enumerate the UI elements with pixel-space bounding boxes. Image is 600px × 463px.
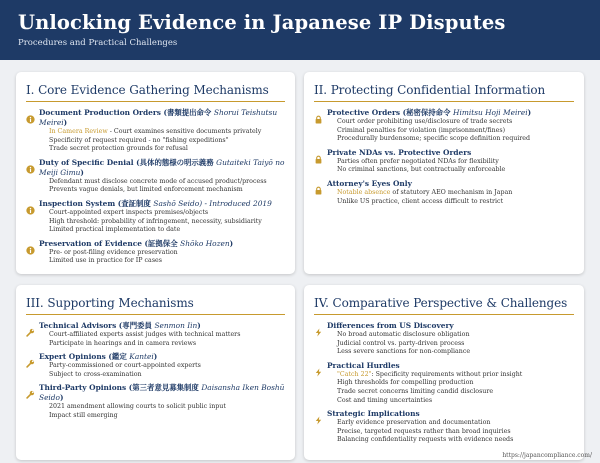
list-item	[314, 108, 574, 144]
item-title-romaji: Senmon Iin	[154, 321, 198, 330]
detail-text: Participate in hearings and in camera reviews	[49, 339, 197, 347]
card-core-evidence	[16, 72, 295, 274]
item-detail	[39, 249, 285, 258]
detail-text: Trade secret concerns limiting candid disclosure	[337, 387, 494, 395]
list-item	[314, 321, 574, 357]
item-title-tail: )	[59, 393, 64, 403]
item-detail	[327, 166, 574, 175]
item-detail	[327, 419, 574, 428]
list-item	[26, 239, 285, 266]
detail-text: Court-affiliated experts assist judges with technical matters	[49, 331, 241, 338]
lock-icon	[314, 109, 323, 118]
item-detail	[39, 226, 285, 235]
item-detail	[327, 379, 574, 388]
item-title-text: Differences from US Discovery	[327, 321, 454, 330]
bolt-icon	[314, 362, 323, 371]
detail-text: Limited practical implementation to date	[49, 226, 181, 234]
item-title-romaji: Sashō Seido	[153, 198, 200, 208]
item-title	[39, 199, 285, 209]
info-icon	[26, 109, 35, 118]
list-item	[314, 361, 574, 405]
item-title-tail: )	[527, 108, 532, 117]
detail-text: Impact still emerging	[49, 411, 118, 419]
bolt-icon	[314, 410, 323, 419]
card-comparative-perspective	[304, 285, 584, 460]
item-title-tail: )	[63, 118, 68, 127]
bolt-icon	[314, 322, 323, 331]
detail-text: Court order prohibiting use/disclosure of trade secrets	[337, 118, 513, 125]
footer-url: https://japancompliance.com/	[502, 452, 592, 459]
item-detail	[39, 128, 285, 137]
item-detail	[39, 412, 285, 421]
detail-text: Unlike US practice, client access difficult to restrict	[337, 197, 504, 205]
item-title-romaji: Gutaiteki Taiyō no Meiji Gimu	[39, 157, 285, 177]
lock-icon	[314, 180, 323, 189]
item-title-japanese: (第三者意見募集制度	[126, 383, 202, 393]
item-title-tail: )	[197, 321, 201, 330]
list-item	[26, 352, 285, 379]
item-title-text: Attorney's Eyes Only	[327, 178, 412, 188]
wrench-icon	[26, 322, 35, 331]
item-title	[39, 352, 285, 362]
detail-text: Judicial control vs. party-driven process	[337, 339, 465, 347]
detail-text: Precise, targeted requests rather than broad inquiries	[337, 427, 511, 435]
item-title-romaji: Shorui Teishutsu Meirei	[39, 108, 278, 127]
detail-text: High thresholds for compelling production	[337, 379, 474, 387]
detail-text: - Court examines sensitive documents privately	[107, 128, 262, 135]
card-title: II. Protecting Confidential Information	[314, 83, 574, 102]
detail-text: Balancing confidentiality requests with evidence needs	[337, 436, 514, 444]
lock-icon	[314, 149, 323, 158]
item-title-text: Technical Advisors	[39, 321, 117, 330]
item-detail	[39, 257, 285, 266]
card-title: III. Supporting Mechanisms	[26, 296, 285, 315]
item-title-tail: )	[229, 238, 234, 248]
item-title-tail: )	[153, 352, 158, 362]
item-title-text: Expert Opinions	[39, 352, 106, 362]
item-title-japanese: (査証制度	[115, 198, 154, 208]
item-detail	[327, 388, 574, 397]
list-item	[26, 321, 285, 348]
detail-text: High threshold: probability of infringement, necessity, subsidiarity	[49, 217, 262, 225]
detail-text: Specificity of request required - no "fishing expeditions"	[49, 136, 229, 144]
item-detail	[39, 209, 285, 218]
item-title-romaji: Daisansha Iken Boshū Seido	[39, 383, 285, 403]
list-item	[314, 409, 574, 445]
detail-text: Prevents vague denials, but limited enforcement mechanism	[49, 186, 243, 194]
item-detail	[39, 340, 285, 349]
card-title: I. Core Evidence Gathering Mechanisms	[26, 83, 285, 102]
detail-text: 2021 amendment allowing courts to solicit public input	[49, 403, 226, 411]
list-item	[26, 108, 285, 154]
detail-text: No broad automatic disclosure obligation	[337, 331, 470, 338]
item-detail	[39, 218, 285, 227]
detail-text: Trade secret protection grounds for refusal	[49, 145, 188, 153]
highlight-text: "Catch 22"	[337, 370, 372, 378]
list-item	[314, 148, 574, 175]
item-title-romaji: Shōko Hozen	[180, 238, 230, 248]
item-title-text: Protective Orders	[327, 108, 401, 117]
detail-text: No criminal sanctions, but contractually enforceable	[337, 166, 506, 174]
item-detail	[327, 348, 574, 357]
item-detail	[327, 118, 574, 127]
item-title-text: Private NDAs vs. Protective Orders	[327, 147, 472, 157]
item-title	[327, 148, 574, 158]
list-item	[26, 158, 285, 195]
detail-text: Subject to cross-examination	[49, 370, 142, 378]
detail-text: Defendant must disclose concrete mode of accused product/process	[49, 177, 267, 185]
detail-text: Pre- or post-filing evidence preservation	[49, 248, 178, 256]
card-title: IV. Comparative Perspective & Challenges	[314, 296, 574, 315]
item-detail	[39, 371, 285, 380]
item-title-text: Preservation of Evidence	[39, 238, 142, 248]
list-item	[314, 179, 574, 206]
highlight-text: Notable absence	[337, 188, 391, 196]
info-icon	[26, 159, 35, 168]
item-title	[39, 158, 285, 178]
item-title	[327, 409, 574, 419]
info-icon	[26, 200, 35, 209]
page-subtitle: Procedures and Practical Challenges	[18, 38, 178, 48]
item-title-japanese: (書類提出命令	[160, 108, 214, 117]
detail-text: Early evidence preservation and documentation	[337, 419, 491, 427]
detail-text: Party-commissioned or court-appointed experts	[49, 362, 201, 370]
item-title-japanese: (鑑定	[105, 352, 130, 362]
item-detail	[327, 198, 574, 207]
item-detail	[327, 189, 574, 198]
item-title-japanese: (専門委員	[116, 321, 155, 330]
detail-text: : Specificity requirements without prior insight	[371, 370, 523, 378]
item-title-tail: )	[80, 167, 84, 177]
highlight-text: In Camera Review	[49, 128, 108, 135]
item-detail	[39, 362, 285, 371]
item-title	[39, 321, 285, 331]
wrench-icon	[26, 353, 35, 362]
item-detail	[327, 158, 574, 167]
info-icon	[26, 240, 35, 249]
item-detail	[39, 145, 285, 154]
item-title	[327, 179, 574, 189]
item-detail	[327, 127, 574, 136]
detail-text: Limited use in practice for IP cases	[49, 257, 163, 265]
item-detail	[327, 397, 574, 406]
item-title-text: Inspection System	[39, 198, 116, 208]
item-title-japanese: (証拠保全	[141, 238, 181, 248]
item-detail	[327, 135, 574, 144]
item-title-text: Practical Hurdles	[327, 360, 400, 370]
item-detail	[327, 436, 574, 445]
item-title-text: Third-Party Opinions	[39, 383, 127, 393]
item-title	[39, 239, 285, 249]
item-title-text: Strategic Implications	[327, 409, 420, 419]
item-title-tail: ) - Introduced 2019	[199, 198, 272, 208]
detail-text: of statutory AEO mechanism in Japan	[390, 188, 513, 196]
list-item	[26, 383, 285, 420]
header	[0, 0, 600, 60]
item-title	[327, 321, 574, 331]
item-detail	[39, 403, 285, 412]
item-title-japanese: (秘密保持命令	[400, 108, 454, 117]
item-detail	[327, 331, 574, 340]
detail-text: Parties often prefer negotiated NDAs for flexibility	[337, 157, 499, 165]
item-title	[327, 361, 574, 371]
item-title-japanese: (具体的態様の明示義務	[133, 157, 217, 167]
item-detail	[39, 137, 285, 146]
item-detail	[39, 331, 285, 340]
item-detail	[327, 428, 574, 437]
item-title-romaji: Kantei	[129, 352, 154, 362]
item-detail	[39, 186, 285, 195]
detail-text: Criminal penalties for violation (imprisonment/fines)	[337, 126, 506, 134]
item-title	[39, 108, 285, 128]
item-title-text: Document Production Orders	[39, 108, 161, 117]
item-detail	[327, 340, 574, 349]
list-item	[26, 199, 285, 235]
item-detail	[39, 178, 285, 187]
card-supporting-mechanisms	[16, 285, 295, 460]
detail-text: Procedurally burdensome; specific scope definition required	[337, 135, 531, 143]
card-protecting-confidential	[304, 72, 584, 274]
detail-text: Less severe sanctions for non-compliance	[337, 348, 471, 356]
item-title	[39, 383, 285, 403]
detail-text: Court-appointed expert inspects premises/objects	[49, 208, 209, 216]
item-title	[327, 108, 574, 118]
item-title-romaji: Himitsu Hoji Meirei	[453, 108, 528, 117]
wrench-icon	[26, 384, 35, 393]
item-title-text: Duty of Specific Denial	[39, 157, 134, 167]
item-detail	[327, 371, 574, 380]
detail-text: Cost and timing uncertainties	[337, 396, 433, 404]
page-title: Unlocking Evidence in Japanese IP Disputes	[18, 11, 506, 34]
